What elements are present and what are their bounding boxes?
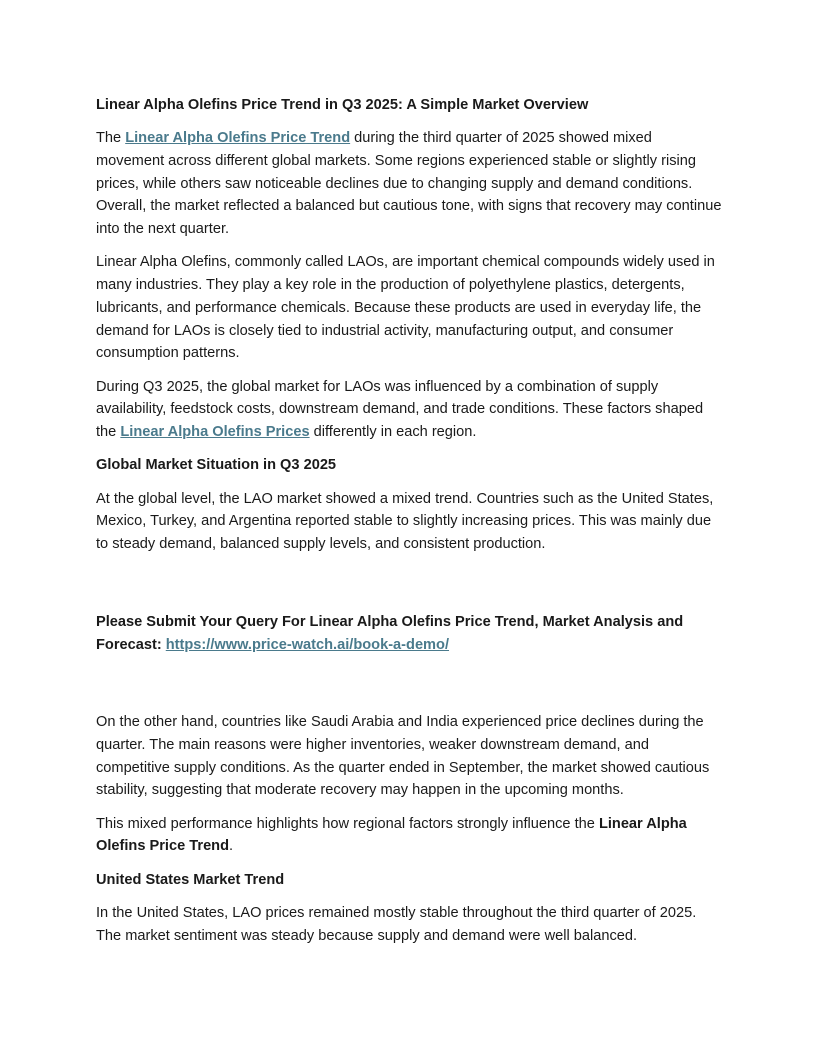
q3-factors-text-start: During Q3 2025, the global market for LAOs was influenced by a combination of supply availability, feedstock costs, downstream demand, and trade conditions. These factors shaped the <box>96 378 704 440</box>
regional-text-end: . <box>229 838 234 855</box>
price-trend-bold: Linear Alpha Olefins Price Trend <box>96 815 687 855</box>
price-trend-link[interactable]: Linear Alpha Olefins Price Trend <box>125 130 351 147</box>
intro-text-start: The <box>96 130 126 147</box>
global-market-paragraph: At the global level, the LAO market showed a mixed trend. Countries such as the United States, Mexico, Turkey, and Argentina reported stable to slightly increasing prices. This was mainly due to steady demand, balanced supply levels, and consistent production. <box>96 490 714 552</box>
prices-link[interactable]: Linear Alpha Olefins Prices <box>120 423 310 440</box>
lao-description-paragraph: Linear Alpha Olefins, commonly called LAOs, are important chemical compounds widely used in many industries. They play a key role in the production of polyethylene plastics, detergents, lubricants, and performance chemicals. Because these products are used in everyday life, the demand for LAOs is closely tied to industrial activity, manufacturing output, and consumer consumption patterns. <box>96 254 715 362</box>
regional-text-start: This mixed performance highlights how regional factors strongly influence the <box>96 815 599 832</box>
us-market-heading: United States Market Trend <box>96 871 285 888</box>
intro-text-end: during the third quarter of 2025 showed mixed movement across different global markets. Some regions experienced stable or slightly rising prices, while others saw noticeable declines due to changing supply and demand conditions. Overall, the market reflected a balanced but cautious tone, with signs that recovery may continue into the next quarter. <box>96 130 722 238</box>
regional-factors-paragraph <box>96 813 722 858</box>
document-page <box>96 94 722 958</box>
q3-factors-text-end: differently in each region. <box>309 423 477 440</box>
price-decline-paragraph: On the other hand, countries like Saudi Arabia and India experienced price declines during the quarter. The main reasons were higher inventories, weaker downstream demand, and competitive supply conditions. As the quarter ended in September, the market showed cautious stability, suggesting that moderate recovery may happen in the upcoming months. <box>96 714 710 799</box>
book-demo-link[interactable]: https://www.price-watch.ai/book-a-demo/ <box>165 636 450 653</box>
document-title: Linear Alpha Olefins Price Trend in Q3 2025: A Simple Market Overview <box>96 97 589 113</box>
spacer <box>96 667 722 711</box>
query-call-to-action <box>96 611 722 656</box>
global-market-heading: Global Market Situation in Q3 2025 <box>96 457 337 474</box>
intro-paragraph <box>96 127 722 241</box>
q3-factors-paragraph <box>96 376 722 444</box>
query-cta-text: Please Submit Your Query For Linear Alpha Olefins Price Trend, Market Analysis and Forecast: <box>96 614 684 653</box>
us-market-paragraph: In the United States, LAO prices remained mostly stable throughout the third quarter of 2025. The market sentiment was steady because supply and demand were well balanced. <box>96 904 697 944</box>
spacer <box>96 566 722 611</box>
